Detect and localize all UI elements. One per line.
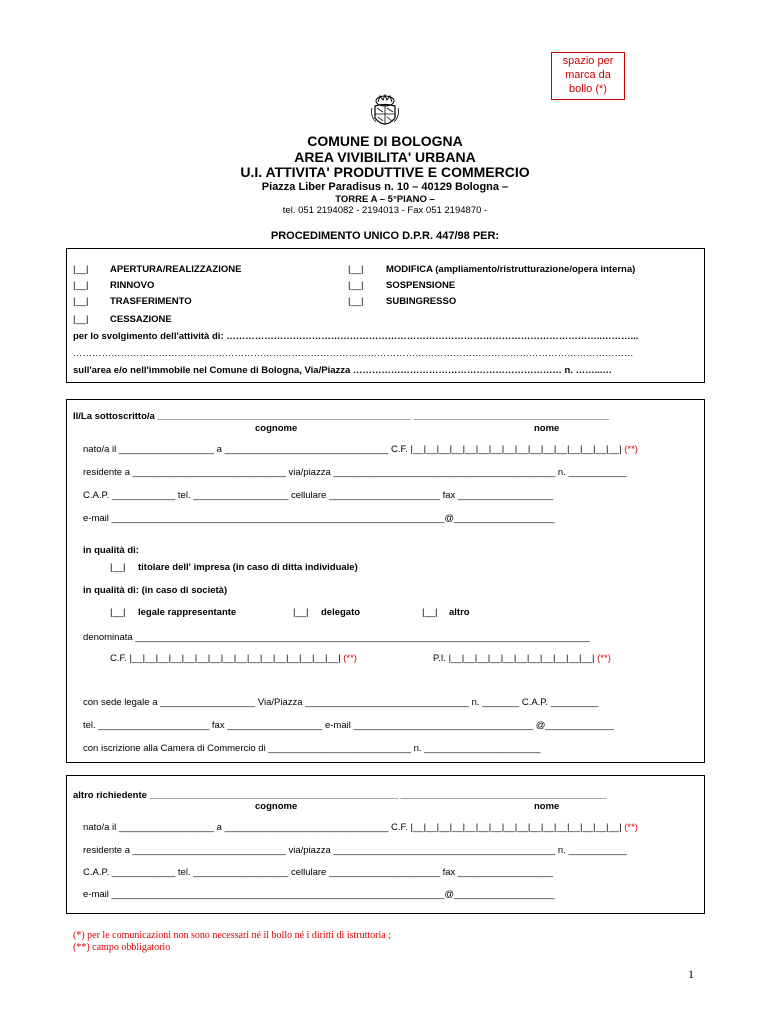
other-contact-field[interactable]: C.A.P. ____________ tel. __________________ cellulare _____________________ fax __________________ [83, 867, 553, 878]
other-cognome-label: cognome [255, 801, 298, 812]
stamp-line-2: marca da [565, 69, 611, 81]
option-cessazione: CESSAZIONE [110, 314, 172, 325]
signer-field[interactable]: Il/La sottoscritto/a ________________________________________________ _____________________________________ [73, 411, 610, 422]
option-trasferimento: TRASFERIMENTO [110, 296, 192, 307]
activity-field[interactable]: per lo svolgimento dell'attività di: ………………………………………………………………………………………………………..………... [73, 331, 639, 342]
stamp-mark: (*) [595, 83, 607, 95]
option-sospensione: SOSPENSIONE [386, 280, 456, 291]
bologna-coat-of-arms-icon [370, 94, 400, 130]
header-phones: tel. 051 2194082 - 2194013 - Fax 051 2194870 - [282, 205, 488, 216]
role-other: altro [449, 607, 470, 618]
other-email-field[interactable]: e-mail _______________________________________________________________@___________________ [83, 889, 555, 900]
birth-required-mark: (**) [624, 444, 638, 455]
procedure-title: PROCEDIMENTO UNICO D.P.R. 447/98 PER: [270, 230, 500, 242]
other-nome-label: nome [534, 801, 560, 812]
stamp-line-1: spazio per [562, 55, 614, 67]
company-pi-required-mark: (**) [597, 653, 611, 664]
birth-field[interactable]: nato/a il __________________ a _______________________________ C.F. |__|__|__|__|__|__|__|__|__|__|__|__|__|__|__|__| [83, 444, 622, 455]
checkbox-trasferimento[interactable]: |__| [73, 296, 89, 307]
revenue-stamp-box [551, 52, 625, 100]
company-contact-field[interactable]: tel. _____________________ fax __________________ e-mail __________________________________ @_____________ [83, 720, 615, 731]
email-field[interactable]: e-mail _______________________________________________________________@___________________ [83, 513, 555, 524]
header-line-2: AREA VIVIBILITA' URBANA [294, 149, 476, 165]
role-legal-rep: legale rappresentante [138, 607, 237, 618]
area-field[interactable]: sull'area e/o nell'immobile nel Comune di Bologna, Via/Piazza ………………………………………………………… n. ……...… [73, 365, 613, 376]
cognome-label: cognome [255, 423, 298, 434]
company-cf-row[interactable] [110, 653, 357, 664]
checkbox-subingresso[interactable]: |__| [348, 296, 364, 307]
checkbox-rinnovo[interactable]: |__| [73, 280, 89, 291]
company-cf-field[interactable]: C.F. |__|__|__|__|__|__|__|__|__|__|__|__|__|__|__|__| [110, 653, 341, 664]
other-applicant-name-line[interactable]: _______________________________________________ _______________________________________ [149, 790, 607, 801]
residence-field[interactable]: residente a _____________________________ via/piazza __________________________________________ n. ___________ [83, 467, 627, 478]
option-apertura: APERTURA/REALIZZAZIONE [110, 264, 242, 275]
other-residence-field[interactable]: residente a _____________________________ via/piazza __________________________________________ n. ___________ [83, 845, 627, 856]
footnote-2: (**) campo obbligatorio [73, 942, 171, 953]
activity-field-line-2[interactable]: …………………………………………………………………………………………………………………………………………………………… [73, 348, 634, 359]
company-cf-required-mark: (**) [343, 653, 357, 664]
checkbox-other[interactable]: |__| [422, 607, 438, 618]
quality-title: in qualità di: [83, 545, 139, 556]
checkbox-modifica[interactable]: |__| [348, 264, 364, 275]
other-birth-row[interactable] [83, 822, 638, 833]
registry-field[interactable]: con iscrizione alla Camera di Commercio di ___________________________ n. ______________________ [83, 743, 541, 754]
header-line-1: COMUNE DI BOLOGNA [307, 133, 463, 149]
stamp-line-3: bollo [569, 83, 593, 95]
checkbox-cessazione[interactable]: |__| [73, 314, 89, 325]
header-tower: TORRE A – 5°PIANO – [335, 194, 435, 205]
option-subingresso: SUBINGRESSO [386, 296, 457, 307]
role-delegate: delegato [321, 607, 361, 618]
other-birth-field[interactable]: nato/a il __________________ a _______________________________ C.F. |__|__|__|__|__|__|__|__|__|__|__|__|__|__|__|__| [83, 822, 622, 833]
header-address: Piazza Liber Paradisus n. 10 – 40129 Bologna – [261, 181, 509, 193]
other-applicant-title[interactable] [73, 790, 607, 801]
company-pi-field[interactable]: P.I. |__|__|__|__|__|__|__|__|__|__|__| [433, 653, 595, 664]
option-rinnovo: RINNOVO [110, 280, 155, 291]
checkbox-delegate[interactable]: |__| [293, 607, 309, 618]
other-birth-required-mark: (**) [624, 822, 638, 833]
contact-field[interactable]: C.A.P. ____________ tel. __________________ cellulare _____________________ fax __________________ [83, 490, 553, 501]
quality-owner-label: titolare dell' impresa (in caso di ditta individuale) [138, 562, 358, 573]
quality-company-title: in qualità di: (in caso di società) [83, 585, 228, 596]
checkbox-legal-rep[interactable]: |__| [110, 607, 126, 618]
option-modifica: MODIFICA (ampliamento/ristrutturazione/opera interna) [386, 264, 636, 275]
other-applicant-label: altro richiedente [73, 790, 147, 801]
company-pi-row[interactable] [433, 653, 611, 664]
company-name-field[interactable]: denominata ______________________________________________________________________________________ [83, 632, 590, 643]
checkbox-sospensione[interactable]: |__| [348, 280, 364, 291]
header-line-3: U.I. ATTIVITA' PRODUTTIVE E COMMERCIO [240, 164, 530, 180]
page-number: 1 [688, 967, 694, 981]
nome-label: nome [534, 423, 560, 434]
checkbox-apertura[interactable]: |__| [73, 264, 89, 275]
checkbox-owner[interactable]: |__| [110, 562, 126, 573]
footnote-1: (*) per le comunicazioni non sono necessari né il bollo né i diritti di istruttoria ; [73, 930, 391, 941]
birth-row[interactable] [83, 444, 638, 455]
seat-field[interactable]: con sede legale a __________________ Via/Piazza _______________________________ n. _______ C.A.P. _________ [83, 697, 599, 708]
